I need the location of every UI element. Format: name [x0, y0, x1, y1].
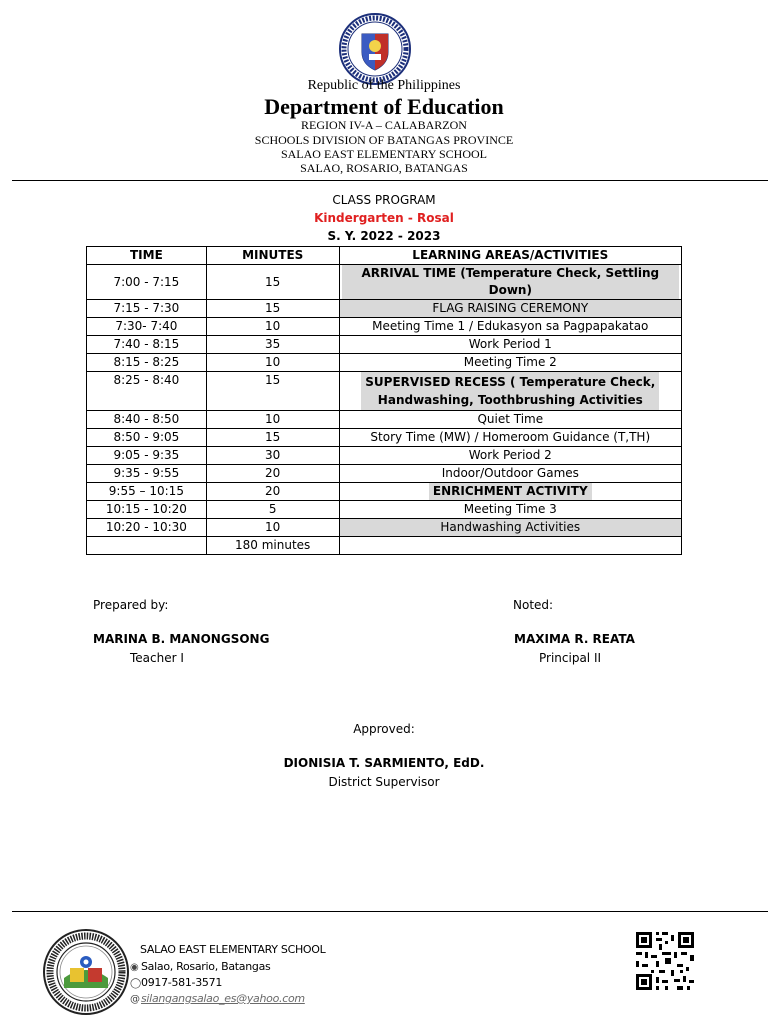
class-program-table — [86, 246, 682, 555]
footer-phone-text: 0917-581-3571 — [141, 976, 223, 989]
activity-cell — [339, 537, 681, 555]
time-cell: 10:15 - 10:20 — [87, 501, 207, 519]
minutes-cell: 35 — [206, 336, 339, 354]
supervisor-position: District Supervisor — [328, 775, 440, 789]
minutes-cell: 15 — [206, 429, 339, 447]
activity-cell: FLAG RAISING CEREMONY — [339, 300, 681, 318]
table-row — [87, 483, 682, 501]
footer-address-text: Salao, Rosario, Batangas — [141, 960, 271, 973]
footer-address — [130, 960, 270, 973]
minutes-cell: 10 — [206, 411, 339, 429]
activity-cell: Meeting Time 3 — [339, 501, 681, 519]
minutes-cell: 30 — [206, 447, 339, 465]
activity-cell: Story Time (MW) / Homeroom Guidance (T,TH) — [339, 429, 681, 447]
footer-phone — [130, 976, 222, 989]
time-cell: 9:05 - 9:35 — [87, 447, 207, 465]
republic-line: Republic of the Philippines — [307, 78, 461, 93]
table-row — [87, 265, 682, 300]
activity-cell: Work Period 1 — [339, 336, 681, 354]
time-cell: 8:25 - 8:40 — [87, 372, 207, 411]
activity-line: SUPERVISED RECESS ( Temperature Check, — [365, 375, 656, 389]
footer-email-link[interactable]: silangangsalao_es@yahoo.com — [141, 992, 305, 1005]
table-row — [87, 519, 682, 537]
time-cell: 7:30- 7:40 — [87, 318, 207, 336]
location-pin-icon: ◉ — [130, 962, 139, 973]
teacher-name: MARINA B. MANONGSONG — [93, 632, 270, 646]
minutes-cell: 10 — [206, 354, 339, 372]
minutes-cell: 10 — [206, 519, 339, 537]
division-line: SCHOOLS DIVISION OF BATANGAS PROVINCE — [254, 133, 514, 147]
header-minutes: MINUTES — [206, 247, 339, 265]
address-line: SALAO, ROSARIO, BATANGAS — [300, 161, 468, 175]
activity-cell — [339, 372, 681, 411]
time-cell: 9:35 - 9:55 — [87, 465, 207, 483]
deped-seal-icon — [338, 12, 412, 86]
minutes-cell: 20 — [206, 483, 339, 501]
prepared-by-label: Prepared by: — [93, 598, 169, 612]
principal-name: MAXIMA R. REATA — [514, 632, 635, 646]
program-title: CLASS PROGRAM — [332, 193, 436, 207]
activity-cell: Quiet Time — [339, 411, 681, 429]
principal-position: Principal II — [539, 651, 602, 665]
table-row — [87, 411, 682, 429]
time-cell: 9:55 – 10:15 — [87, 483, 207, 501]
time-cell — [87, 537, 207, 555]
teacher-position: Teacher I — [130, 651, 184, 665]
time-cell: 8:40 - 8:50 — [87, 411, 207, 429]
header-time: TIME — [87, 247, 207, 265]
footer-divider — [12, 911, 768, 912]
class-name: Kindergarten - Rosal — [314, 211, 454, 225]
activity-cell: Meeting Time 2 — [339, 354, 681, 372]
activity-cell: Meeting Time 1 / Edukasyon sa Pagpapakatao — [339, 318, 681, 336]
table-header-row — [87, 247, 682, 265]
supervisor-name: DIONISIA T. SARMIENTO, EdD. — [283, 756, 485, 770]
minutes-cell: 15 — [206, 372, 339, 411]
minutes-cell: 5 — [206, 501, 339, 519]
table-row — [87, 372, 682, 411]
activity-text: ARRIVAL TIME (Temperature Check, Settling Down) — [342, 265, 679, 299]
total-minutes-cell: 180 minutes — [206, 537, 339, 555]
table-row — [87, 447, 682, 465]
time-cell: 10:20 - 10:30 — [87, 519, 207, 537]
header-activities: LEARNING AREAS/ACTIVITIES — [339, 247, 681, 265]
footer-email — [130, 992, 305, 1005]
time-cell: 8:15 - 8:25 — [87, 354, 207, 372]
activity-text — [361, 372, 659, 410]
table-row — [87, 501, 682, 519]
department-title: Department of Education — [264, 94, 504, 119]
table-total-row — [87, 537, 682, 555]
activity-cell — [339, 265, 681, 300]
school-year: S. Y. 2022 - 2023 — [327, 229, 441, 243]
qr-code-icon — [634, 930, 696, 992]
phone-icon: ◯ — [130, 978, 141, 989]
footer-school-name: SALAO EAST ELEMENTARY SCHOOL — [140, 943, 326, 956]
activity-line: Handwashing, Toothbrushing Activities — [377, 393, 643, 407]
header-divider — [12, 180, 768, 181]
table-row — [87, 465, 682, 483]
region-line: REGION IV-A – CALABARZON — [301, 118, 467, 132]
table-row — [87, 336, 682, 354]
activity-cell — [339, 483, 681, 501]
activity-text: ENRICHMENT ACTIVITY — [429, 483, 592, 500]
noted-label: Noted: — [513, 598, 554, 612]
time-cell: 7:40 - 8:15 — [87, 336, 207, 354]
minutes-cell: 15 — [206, 300, 339, 318]
table-row — [87, 318, 682, 336]
minutes-cell: 15 — [206, 265, 339, 300]
school-seal-icon — [42, 928, 130, 1016]
table-row — [87, 300, 682, 318]
minutes-cell: 20 — [206, 465, 339, 483]
at-sign-icon: @ — [130, 994, 140, 1005]
table-row — [87, 429, 682, 447]
table-row — [87, 354, 682, 372]
time-cell: 8:50 - 9:05 — [87, 429, 207, 447]
activity-cell: Indoor/Outdoor Games — [339, 465, 681, 483]
activity-cell: Work Period 2 — [339, 447, 681, 465]
approved-label: Approved: — [353, 722, 415, 736]
minutes-cell: 10 — [206, 318, 339, 336]
time-cell: 7:00 - 7:15 — [87, 265, 207, 300]
school-line: SALAO EAST ELEMENTARY SCHOOL — [280, 147, 488, 161]
time-cell: 7:15 - 7:30 — [87, 300, 207, 318]
activity-cell: Handwashing Activities — [339, 519, 681, 537]
